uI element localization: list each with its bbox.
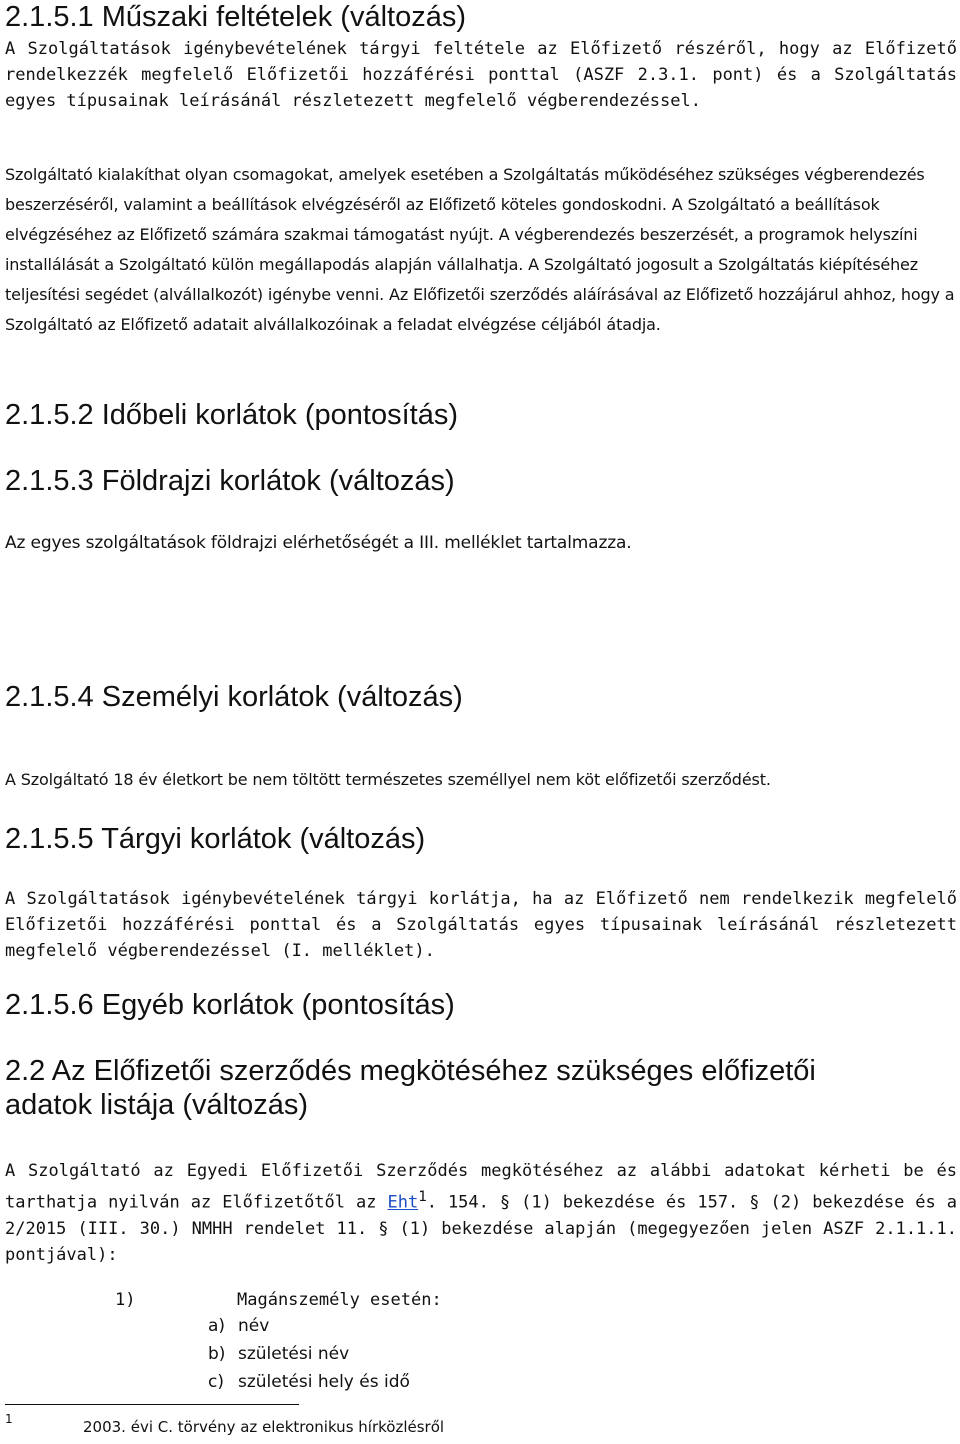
paragraph-provider-packages: Szolgáltató kialakíthat olyan csomagokat, amelyek esetében a Szolgáltatás működéséhez szükséges végberendezés beszerzéséről, valamint a beállítások elvégzéséről az Előfizető köteles gondoskodni. A Szolgáltató a beállítások elvégzéséhez az Előfizető számára szakmai támogatást nyújt. A végberendezés beszerzését, a programok helyszíni installálását a Szolgáltató külön megállapodás alapján vállalhatja. A Szolgáltató jogosult a Szolgáltatás kiépítéséhez teljesítési segédet (alvállalkozót) igénybe venni. Az Előfizetői szerződés aláírásával az Előfizető hozzájárul ahhoz, hogy a Szolgáltató az Előfizető adatait alvállalkozóinak a feladat elvégzése céljából átadja. [5, 165, 955, 334]
footnote-separator [5, 1404, 299, 1405]
heading-2-1-5-1: 2.1.5.1 Műszaki feltételek (változás) [5, 1, 466, 33]
heading-2-1-5-6: 2.1.5.6 Egyéb korlátok (pontosítás) [5, 989, 455, 1021]
sublist-letter: c) [208, 1372, 224, 1392]
heading-2-1-5-5: 2.1.5.5 Tárgyi korlátok (változás) [5, 823, 426, 855]
footnote-ref[interactable]: 1 [418, 1189, 427, 1205]
heading-2-2-line-1: 2.2 Az Előfizetői szerződés megkötéséhez szükséges előfizetői [5, 1055, 816, 1087]
heading-2-1-5-3: 2.1.5.3 Földrajzi korlátok (változás) [5, 465, 455, 497]
heading-2-2 [5, 1054, 816, 1122]
sublist-letter: a) [208, 1316, 226, 1336]
sublist-letter: b) [208, 1344, 226, 1364]
paragraph-subscriber-data [5, 1158, 957, 1268]
footnote-number: 1 [5, 1412, 13, 1426]
paragraph-technical-conditions: A Szolgáltatások igénybevételének tárgyi feltétele az Előfizető részéről, hogy az Előfizető rendelkezzék megfelelő Előfizetői hozzáférési ponttal (ASZF 2.3.1. pont) és a Szolgáltatás egyes típusainak leírásánál részletezett megfelelő végberendezéssel. [5, 39, 957, 111]
heading-2-1-5-2: 2.1.5.2 Időbeli korlátok (pontosítás) [5, 399, 458, 431]
sublist-text: születési hely és idő [238, 1372, 410, 1392]
paragraph-personal-restrictions: A Szolgáltató 18 év életkort be nem töltött természetes személlyel nem köt előfizetői szerződést. [5, 770, 771, 789]
paragraph-geographic-availability: Az egyes szolgáltatások földrajzi elérhetőségét a III. melléklet tartalmazza. [5, 533, 632, 553]
sublist-text: születési név [238, 1344, 350, 1364]
subscriber-data-text-end: . 154. § (1) bekezdése és 157. § (2) bekezdése és a 2/2015 (III. 30.) NMHH rendelet 11. § (1) bekezdése alapján (megegyezően jelen ASZF 2.1.1.1. pontjával): [5, 1192, 957, 1265]
footnote-text: 2003. évi C. törvény az elektronikus hírközlésről [83, 1418, 445, 1436]
list-item-text: Magánszemély esetén: [237, 1290, 442, 1310]
heading-2-1-5-4: 2.1.5.4 Személyi korlátok (változás) [5, 681, 463, 713]
list-item-natural-person [115, 1286, 442, 1314]
subscriber-data-text-start: A Szolgáltató az Egyedi Előfizetői Szerződés megkötéséhez az alábbi adatokat kérheti be és tarthatja nyilván az Előfizetőtől az [5, 1161, 957, 1213]
paragraph-material-restrictions: A Szolgáltatások igénybevételének tárgyi korlátja, ha az Előfizető nem rendelkezik megfelelő Előfizetői hozzáférési ponttal és a Szolgáltatás egyes típusainak leírásánál részletezett megfelelő végberendezéssel (I. melléklet). [5, 889, 957, 961]
sublist-item [208, 1368, 410, 1396]
sublist-item [208, 1312, 410, 1340]
eht-link[interactable]: Eht [387, 1192, 419, 1213]
data-sublist [208, 1312, 410, 1396]
heading-2-2-line-2: adatok listája (változás) [5, 1089, 309, 1121]
data-list [115, 1286, 442, 1314]
sublist-text: név [238, 1316, 270, 1336]
list-item-number: 1) [115, 1290, 136, 1310]
sublist-item [208, 1340, 410, 1368]
